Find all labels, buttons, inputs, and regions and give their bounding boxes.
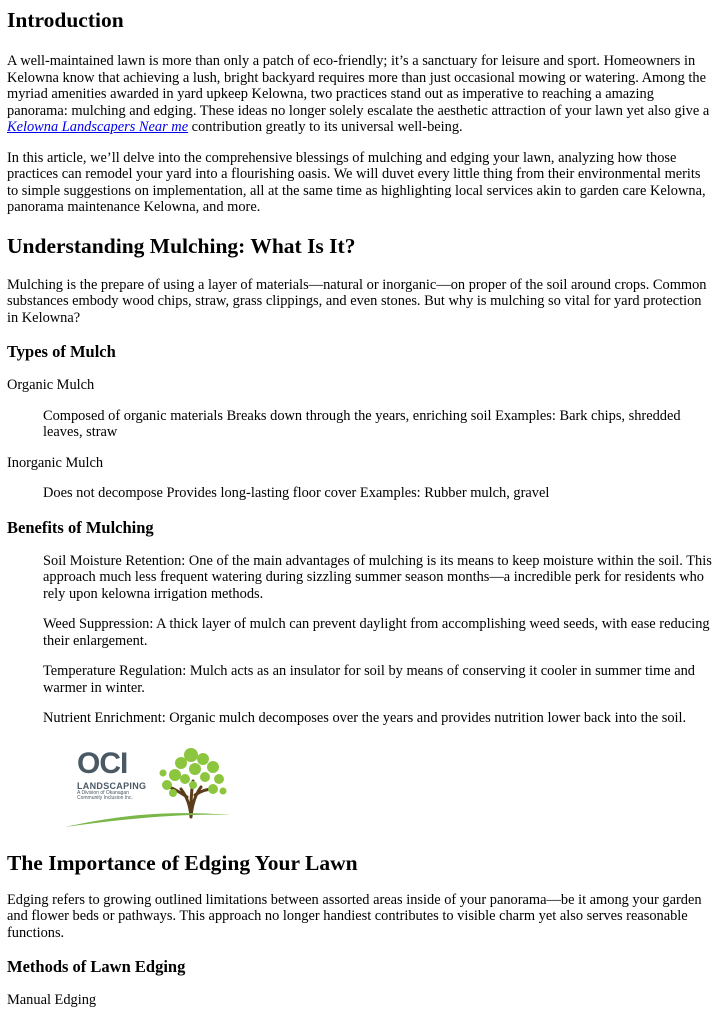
organic-mulch-label: Organic Mulch xyxy=(7,377,95,393)
logo-tagline: LANDSCAPING xyxy=(77,780,147,791)
mulching-heading: Understanding Mulching: What Is It? xyxy=(7,233,356,258)
kelowna-landscapers-link[interactable]: Kelowna Landscapers Near me xyxy=(7,119,189,135)
manual-edging-label: Manual Edging xyxy=(7,992,97,1008)
article xyxy=(7,0,715,1009)
inorganic-mulch-label: Inorganic Mulch xyxy=(7,454,104,471)
intro-paragraph-1-tail: contribution greatly to its universal well-being. xyxy=(188,119,463,135)
edging-paragraph: Edging refers to growing outlined limitations between assorted areas inside of your panorama—be it among your garden and flower beds or pathways. This approach no longer handiest contributes to visible charm yet also serves reasonable functions. xyxy=(7,891,702,941)
edging-heading: The Importance of Edging Your Lawn xyxy=(7,850,358,875)
intro-heading: Introduction xyxy=(7,8,124,32)
intro-paragraph-2: In this article, we’ll delve into the comprehensive blessings of mulching and edging your lawn, analyzing how those practices can remodel your yard into a flourishing oasis. We will duvet every little thing from their environmental merits to simple suggestions on implementation, all at the same time as highlighting local services akin to garden care Kelowna, panorama maintenance Kelowna, and more. xyxy=(7,149,706,215)
benefit-item: Weed Suppression: A thick layer of mulch can prevent daylight from accomplishing weed seeds, with ease reducing their enlargement. xyxy=(43,616,710,649)
logo-subtitle: A Division of Okanagan Community Inclusion Inc. xyxy=(77,789,133,801)
logo-text xyxy=(77,746,147,802)
types-of-mulch-heading: Types of Mulch xyxy=(7,342,116,361)
benefit-item: Soil Moisture Retention: One of the main advantages of mulching is its means to keep moisture within the soil. This approach much less frequent watering during sizzling summer season months—a incredible perk for residents who rely upon kelowna irrigation methods. xyxy=(43,552,712,602)
benefit-item: Nutrient Enrichment: Organic mulch decomposes over the years and provides nutrition lower back into the soil. xyxy=(43,710,687,726)
inorganic-mulch-description: Does not decompose Provides long-lasting floor cover Examples: Rubber mulch, gravel xyxy=(43,485,550,501)
intro-paragraph-1-text: A well-maintained lawn is more than only a patch of eco-friendly; it’s a sanctuary for leisure and sport. Homeowners in Kelowna know that achieving a lush, bright backyard requires more than just occasional mowing or watering. Among the myriad amenities awarded in yard upkeep Kelowna, two practices stand out as imperative to reaching a amazing panorama: mulching and edging. These ideas no longer solely escalate the aesthetic attraction of your lawn yet also give a xyxy=(7,53,710,119)
methods-of-edging-heading: Methods of Lawn Edging xyxy=(7,957,186,976)
intro-paragraph-1 xyxy=(7,53,715,136)
organic-mulch-description: Composed of organic materials Breaks down through the years, enriching soil Examples: Bark chips, shredded leaves, straw xyxy=(43,407,681,440)
oci-landscaping-logo xyxy=(63,745,233,831)
logo-name: OCI xyxy=(77,746,128,780)
mulching-paragraph: Mulching is the prepare of using a layer of materials—natural or inorganic—on proper of the soil around crops. Common substances embody wood chips, straw, grass clippings, and even stones. But why is mulching so vital for yard protection in Kelowna? xyxy=(7,276,707,326)
benefit-item: Temperature Regulation: Mulch acts as an insulator for soil by means of conserving it cooler in summer time and warmer in winter. xyxy=(43,663,695,696)
benefits-of-mulching-heading: Benefits of Mulching xyxy=(7,517,154,537)
